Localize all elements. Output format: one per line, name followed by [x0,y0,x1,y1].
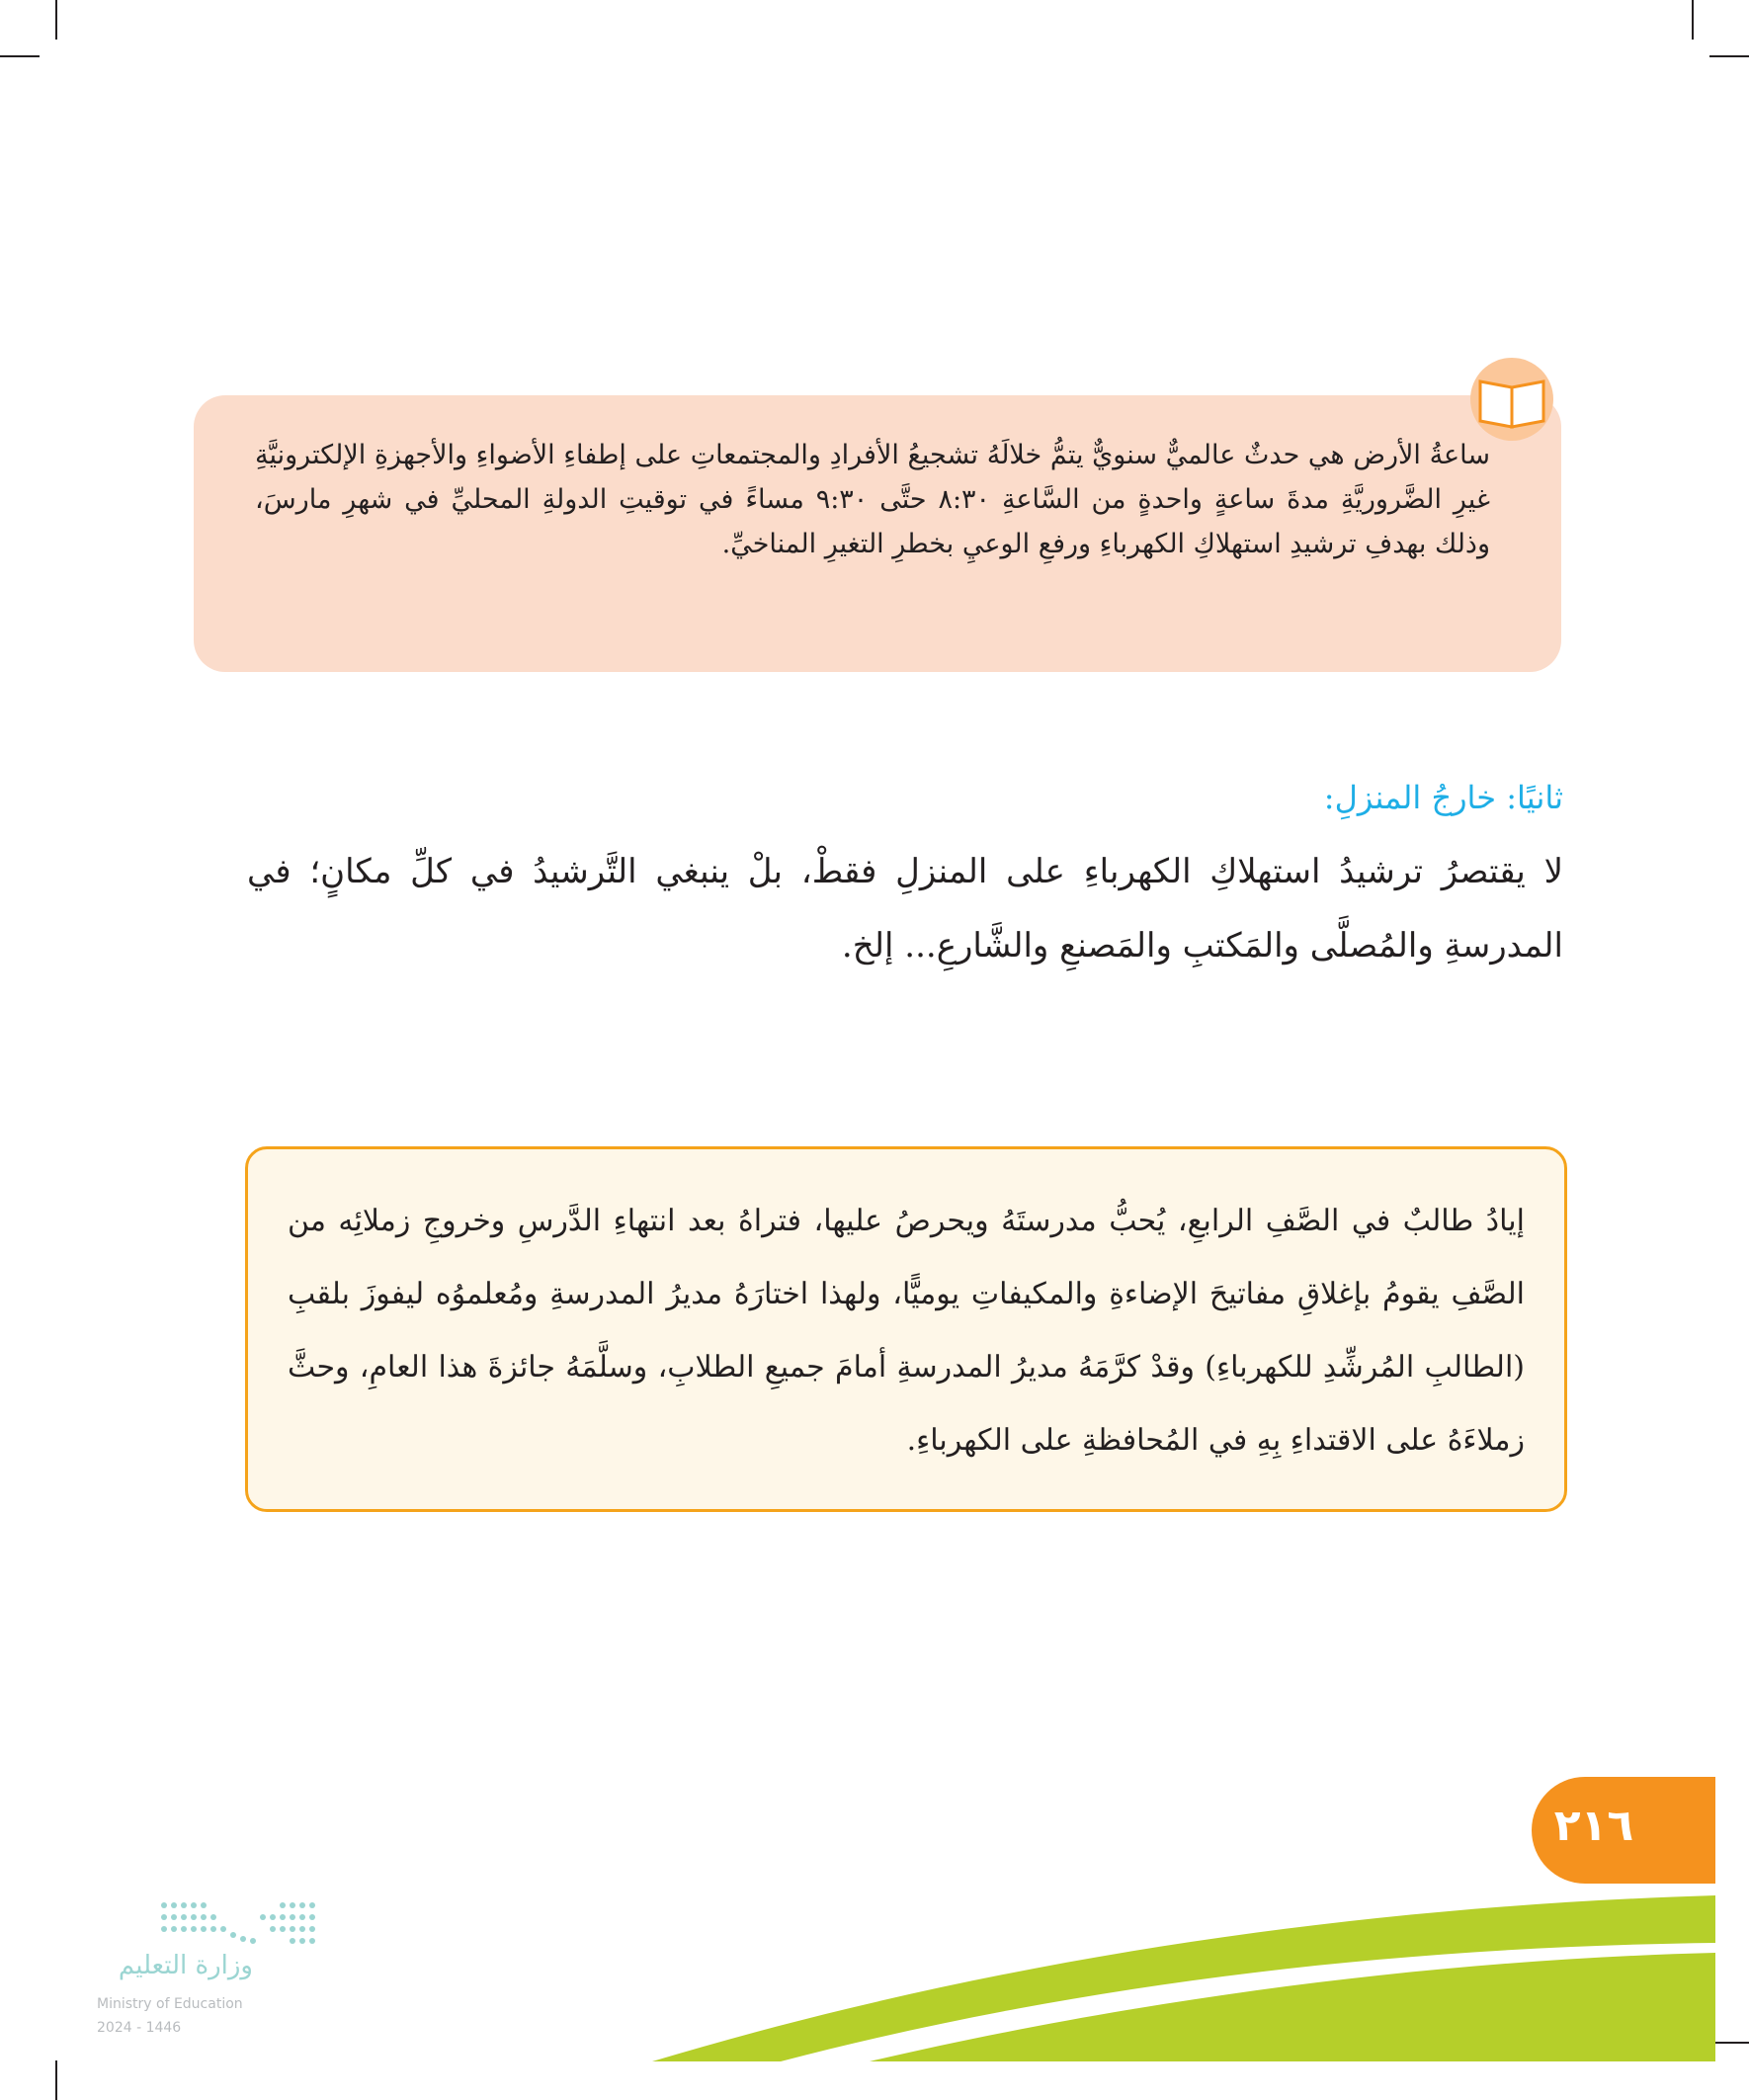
info-text: ساعةُ الأرض هي حدثٌ عالميٌّ سنويٌّ يتمُّ خلالَهُ تشجيعُ الأفرادِ والمجتمعاتِ على إطفاءِ الأضواءِ والأجهزةِ الإلكترونيَّةِ غيرِ الضَّروريَّةِ مدةَ ساعةٍ واحدةٍ من السَّاعةِ ٨:٣٠ حتَّى ٩:٣٠ مساءً في توقيتِ الدولةِ المحليِّ في شهرِ مارسَ، وذلك بهدفِ ترشيدِ استهلاكِ الكهرباءِ ورفعِ الوعيِ بخطرِ التغيرِ المناخيِّ. [255,440,1491,559]
page-number: ٢١٦ [1553,1801,1634,1851]
section-title: ثانيًا: خارجُ المنزلِ: [1323,779,1563,816]
story-text: إيادُ طالبٌ في الصَّفِ الرابعِ، يُحبُّ مدرستَهُ ويحرصُ عليها، فتراهُ بعد انتهاءِ الدَّرسِ وخروجِ زملائِه من الصَّفِ يقومُ بإغلاقِ مفاتيحَ الإضاءةِ والمكيفاتِ يوميًّا، ولهذا اختارَهُ مديرُ المدرسةِ ومُعلموُه ليفوزَ بلقبِ (الطالبِ المُرشِّدِ للكهرباءِ) وقدْ كرَّمَهُ مديرُ المدرسةِ أمامَ جميعِ الطلابِ، وسلَّمَهُ جائزةَ هذا العامِ، وحثَّ زملاءَهُ على الاقتداءِ بِهِ في المُحافظةِ على الكهرباءِ. [288,1204,1525,1458]
logo-english-name: Ministry of Education [97,1996,243,2012]
section-body: لا يقتصرُ ترشيدُ استهلاكِ الكهرباءِ على المنزلِ فقطْ، بلْ ينبغي التَّرشيدُ في كلِّ مكانٍ؛ في المدرسةِ والمُصلَّى والمَكتبِ والمَصنعِ والشَّارعِ... إلخ. [247,852,1563,966]
logo-dots-icon [154,1895,332,1955]
logo-arabic-name: وزارة التعليم [118,1951,253,1980]
ministry-logo [95,1888,332,2046]
logo-year: 2024 - 1446 [97,2020,182,2036]
